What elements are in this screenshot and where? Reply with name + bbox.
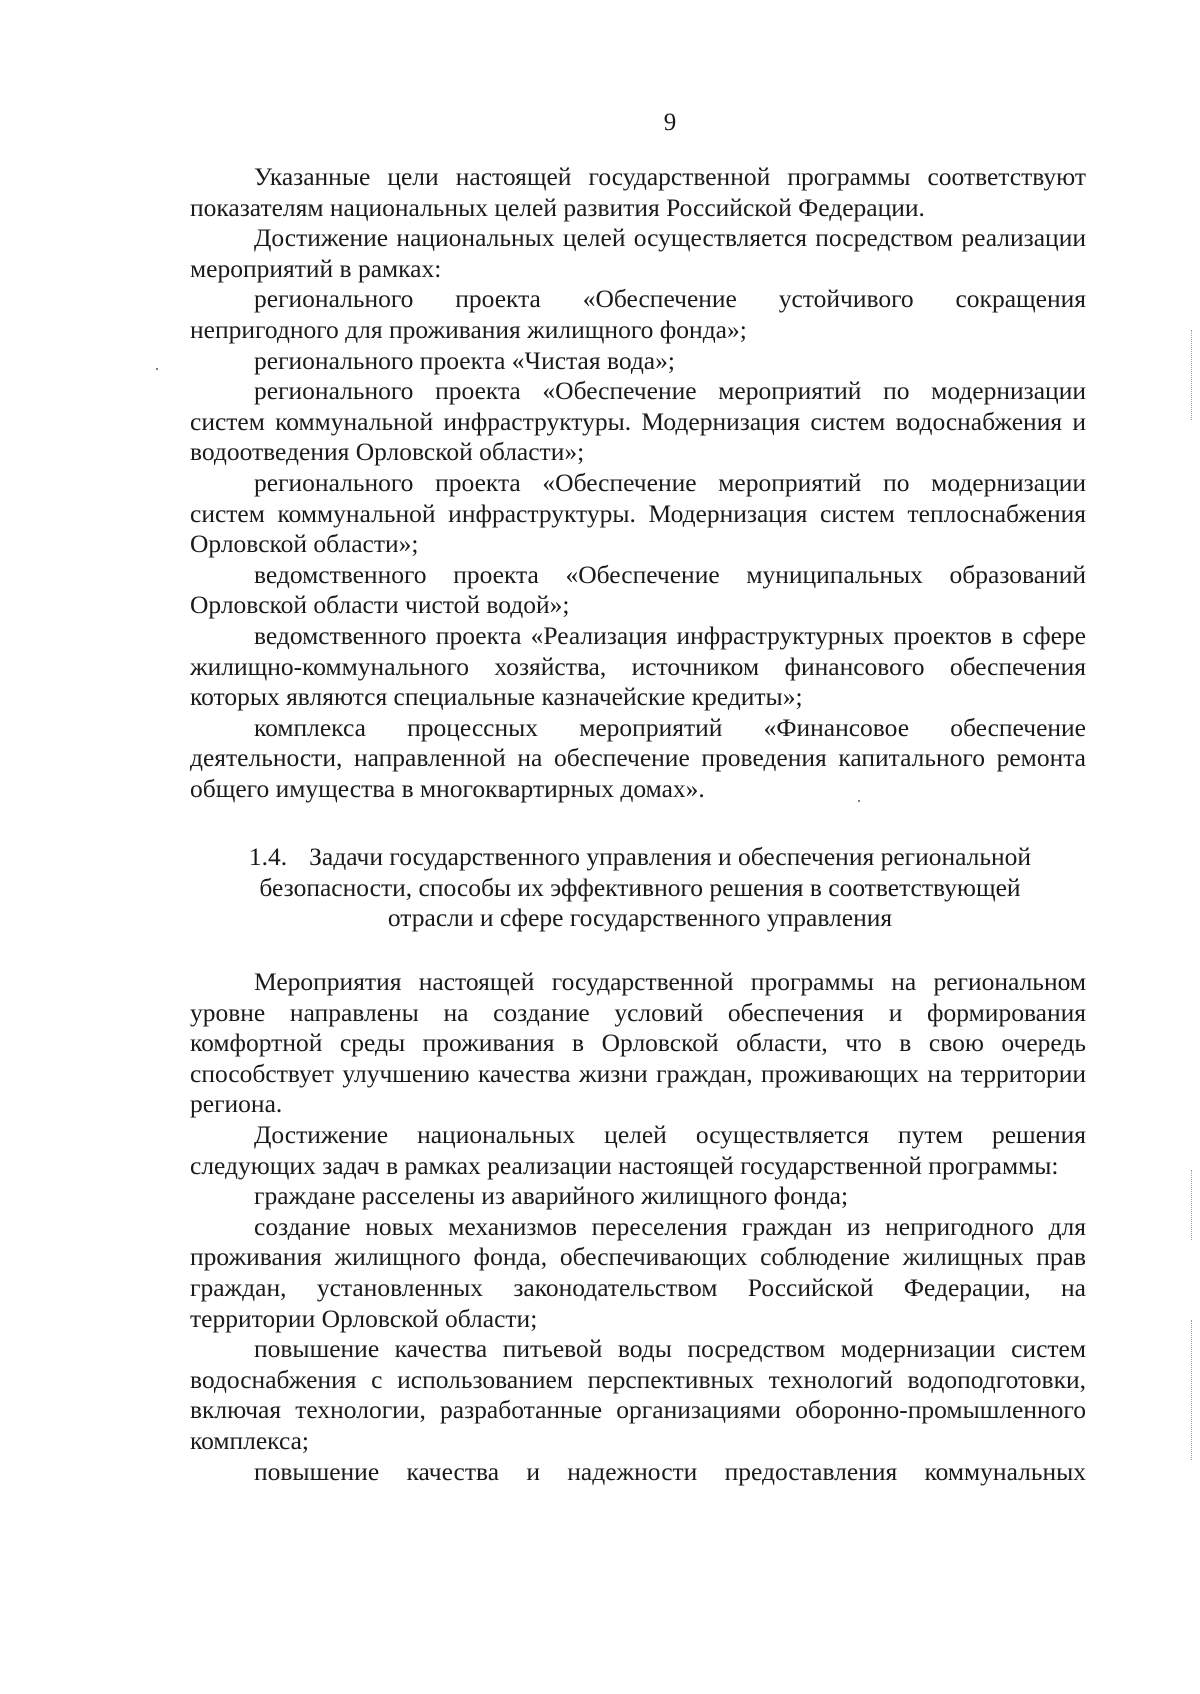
paragraph: Указанные цели настоящей государственной программы соответствуют показателям национальных целей развития Российской Федерации. bbox=[190, 162, 1086, 222]
scan-speck bbox=[858, 800, 860, 802]
tasks-text-block bbox=[190, 967, 1086, 1487]
section-heading bbox=[215, 842, 1065, 934]
paragraph: Мероприятия настоящей государственной программы на региональном уровне направлены на создание условий обеспечения и формирования комфортной среды проживания в Орловской области, что в свою очередь способствует улучшению качества жизни граждан, проживающих на территории региона. bbox=[190, 967, 1086, 1119]
paragraph: Достижение национальных целей осуществляется путем решения следующих задач в рамках реализации настоящей государственной программы: bbox=[190, 1119, 1086, 1180]
section-heading-line-3: отрасли и сфере государственного управления bbox=[387, 903, 893, 933]
section-number: 1.4. bbox=[248, 842, 288, 871]
intro-text-block bbox=[190, 162, 1086, 804]
paragraph: Достижение национальных целей осуществляется посредством реализации мероприятий в рамках: bbox=[190, 223, 1086, 283]
list-item: комплекса процессных мероприятий «Финансовое обеспечение деятельности, направленной на обеспечение проведения капитального ремонта общего имущества в многоквартирных домах». bbox=[190, 712, 1086, 803]
list-item: регионального проекта «Обеспечение мероприятий по модернизации систем коммунальной инфраструктуры. Модернизация систем теплоснабжения Орловской области»; bbox=[190, 467, 1086, 559]
scan-edge-mark bbox=[1191, 1320, 1193, 1460]
list-item: повышение качества и надежности предоставления коммунальных bbox=[254, 1456, 1086, 1486]
scan-edge-mark bbox=[1191, 1170, 1193, 1240]
list-item: повышение качества питьевой воды посредством модернизации систем водоснабжения с использованием перспективных технологий водоподготовки, включая технологии, разработанные организациями оборонно-промышленного комплекса; bbox=[190, 1334, 1086, 1455]
list-item: создание новых механизмов переселения граждан из непригодного для проживания жилищного фонда, обеспечивающих соблюдение жилищных прав граждан, установленных законодательством Российской Федерации, на территории Орловской области; bbox=[190, 1211, 1086, 1333]
list-item: регионального проекта «Обеспечение устойчивого сокращения непригодного для проживания жилищного фонда»; bbox=[190, 284, 1086, 344]
section-heading-line-1 bbox=[215, 842, 1065, 873]
list-item: граждане расселены из аварийного жилищного фонда; bbox=[254, 1181, 849, 1211]
list-item: регионального проекта «Чистая вода»; bbox=[254, 345, 675, 375]
list-item: регионального проекта «Обеспечение мероприятий по модернизации систем коммунальной инфраструктуры. Модернизация систем водоснабжения и водоотведения Орловской области»; bbox=[190, 376, 1086, 467]
list-item: ведомственного проекта «Реализация инфраструктурных проектов в сфере жилищно-коммунального хозяйства, источником финансового обеспечения которых являются специальные казначейские кредиты»; bbox=[190, 620, 1086, 712]
scan-speck bbox=[156, 368, 158, 370]
section-heading-text: Задачи государственного управления и обеспечения региональной bbox=[309, 842, 1032, 871]
page-number: 9 bbox=[663, 109, 677, 136]
list-item: ведомственного проекта «Обеспечение муниципальных образований Орловской области чистой водой»; bbox=[190, 559, 1086, 620]
section-heading-line-2: безопасности, способы их эффективного решения в соответствующей bbox=[259, 872, 1021, 902]
scan-edge-mark bbox=[1191, 330, 1193, 420]
